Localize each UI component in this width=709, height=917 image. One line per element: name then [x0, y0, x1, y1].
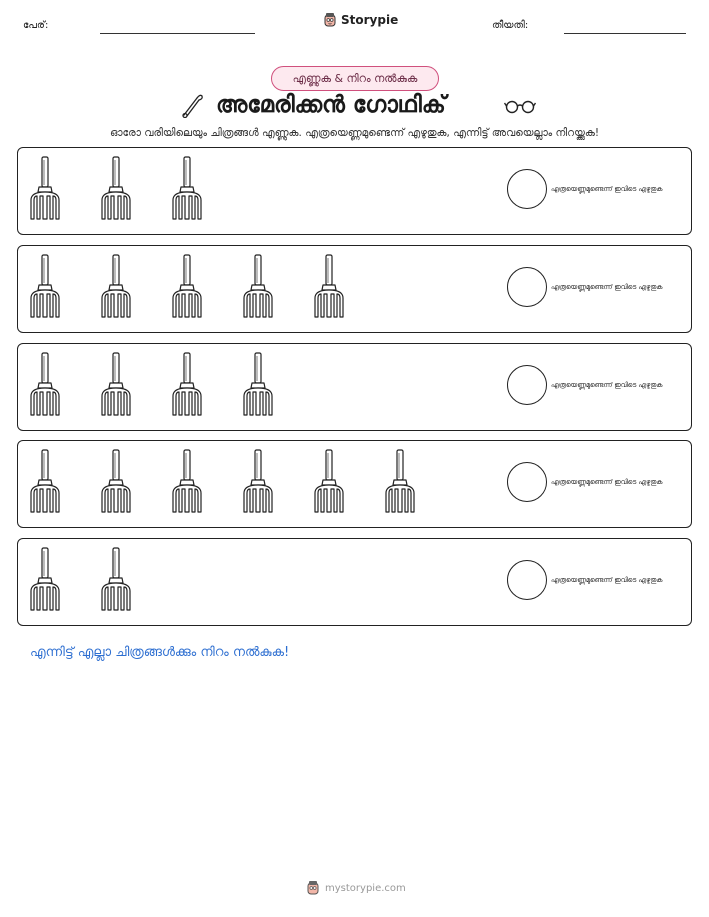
pitchfork-icon [28, 254, 62, 318]
name-line[interactable] [100, 33, 255, 34]
pitchfork-icon [99, 547, 133, 611]
pitchfork-icon [312, 254, 346, 318]
name-label: പേര്: [23, 20, 49, 31]
pitchfork-icon [170, 254, 204, 318]
pitchfork-icon [99, 254, 133, 318]
pitchfork-icon [241, 352, 275, 416]
pitchfork-icon [312, 449, 346, 513]
pitchfork-icon [170, 449, 204, 513]
pitchfork-icon [99, 156, 133, 220]
answer-circle[interactable] [507, 267, 547, 307]
date-label: തീയതി: [492, 20, 529, 31]
counting-row [17, 538, 692, 626]
brand-name: Storypie [341, 13, 399, 27]
pitchfork-icon [383, 449, 417, 513]
footer-url[interactable]: mystorypie.com [325, 882, 406, 894]
title-row [0, 92, 709, 122]
counting-row [17, 343, 692, 431]
pitchfork-icon [170, 156, 204, 220]
answer-label: എത്രയെണ്ണമുണ്ടെന്ന് ഇവിടെ എഴുതുക [551, 185, 663, 193]
pitchfork-icon [28, 449, 62, 513]
answer-circle[interactable] [507, 462, 547, 502]
glasses-icon [504, 98, 536, 114]
answer-label: എത്രയെണ്ണമുണ്ടെന്ന് ഇവിടെ എഴുതുക [551, 478, 663, 486]
pitchfork-icon [99, 449, 133, 513]
count-color-badge: എണ്ണുക & നിറം നൽകുക [271, 66, 439, 91]
date-line[interactable] [564, 33, 686, 34]
pitchfork-icon [28, 156, 62, 220]
counting-row [17, 245, 692, 333]
pitchfork-icon [241, 254, 275, 318]
answer-label: എത്രയെണ്ണമുണ്ടെന്ന് ഇവിടെ എഴുതുക [551, 283, 663, 291]
safety-pin-icon [180, 92, 204, 118]
answer-circle[interactable] [507, 560, 547, 600]
instructions: ഓരോ വരിയിലെയും ചിത്രങ്ങൾ എണ്ണുക. എത്രയെണ്ണമുണ്ടെന്ന് എഴുതുക, എന്നിട്ട് അവയെല്ലാം നിറയ്ക്കുക! [109, 127, 600, 139]
pitchfork-icon [170, 352, 204, 416]
brand-logo [323, 12, 398, 28]
page-title: അമേരിക്കൻ ഗോഥിക് [216, 92, 446, 118]
footer [306, 880, 406, 896]
color-instruction: എന്നിട്ട് എല്ലാ ചിത്രങ്ങൾക്കും നിറം നൽകുക! [30, 645, 290, 660]
answer-circle[interactable] [507, 365, 547, 405]
counting-row [17, 147, 692, 235]
pitchfork-icon [99, 352, 133, 416]
counting-row [17, 440, 692, 528]
pitchfork-icon [28, 547, 62, 611]
pitchfork-icon [28, 352, 62, 416]
answer-label: എത്രയെണ്ണമുണ്ടെന്ന് ഇവിടെ എഴുതുക [551, 381, 663, 389]
storypie-mascot-icon [306, 880, 320, 896]
answer-circle[interactable] [507, 169, 547, 209]
answer-label: എത്രയെണ്ണമുണ്ടെന്ന് ഇവിടെ എഴുതുക [551, 576, 663, 584]
pitchfork-icon [241, 449, 275, 513]
storypie-mascot-icon [323, 12, 337, 28]
